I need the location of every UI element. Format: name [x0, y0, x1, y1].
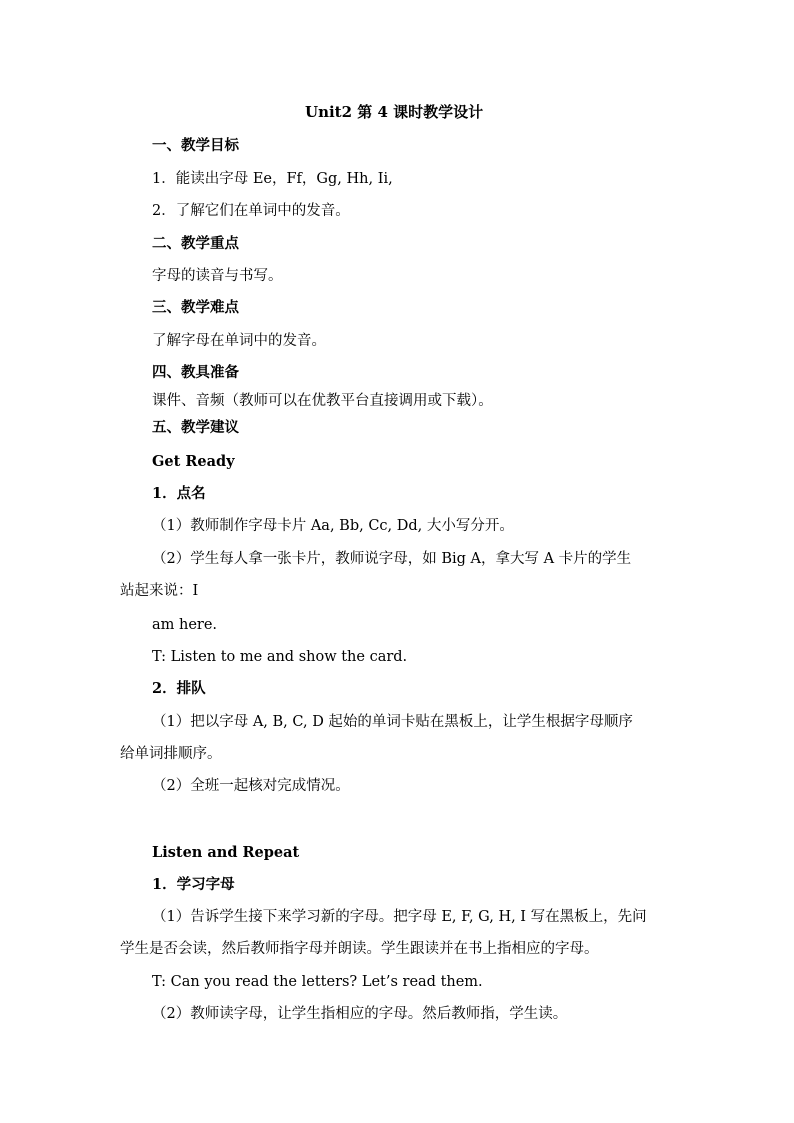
section-heading-key-points: 二、教学重点 [152, 235, 239, 252]
step-heading-roll-call: 1．点名 [152, 485, 206, 502]
paragraph-line-up-1-line-1: （1）把以字母 A, B, C, D 起始的单词卡贴在黑板上，让学生根据字母顺序 [152, 714, 633, 730]
document-title: Unit2 第 4 课时教学设计 [305, 103, 484, 121]
dialog-teacher-listen: T: Listen to me and show the card. [152, 649, 408, 665]
paragraph-roll-call-2-line-3: am here. [152, 617, 218, 633]
subsection-heading-get-ready: Get Ready [152, 453, 235, 470]
paragraph-line-up-1-line-2: 给单词排顺序。 [120, 746, 222, 762]
section-heading-materials: 四、教具准备 [152, 364, 239, 381]
paragraph-roll-call-2-line-2: 站起来说：I [120, 583, 199, 599]
paragraph-line-up-2: （2）全班一起核对完成情况。 [152, 778, 350, 794]
step-heading-line-up: 2．排队 [152, 680, 206, 697]
section-heading-goals: 一、教学目标 [152, 137, 239, 154]
section-heading-difficulties: 三、教学难点 [152, 299, 239, 316]
paragraph-learn-letters-1-line-1: （1）告诉学生接下来学习新的字母。把字母 E, F, G, H, I 写在黑板上，先问 [152, 909, 647, 925]
paragraph-learn-letters-1-line-2: 学生是否会读，然后教师指字母并朗读。学生跟读并在书上指相应的字母。 [120, 941, 599, 957]
difficulties-text: 了解字母在单词中的发音。 [152, 333, 326, 349]
paragraph-learn-letters-2: （2）教师读字母，让学生指相应的字母。然后教师指，学生读。 [152, 1006, 568, 1022]
goal-item-1: 1．能读出字母 Ee，Ff，Gg, Hh, Ii, [152, 171, 393, 187]
materials-text: 课件、音频（教师可以在优教平台直接调用或下载）。 [152, 393, 493, 409]
goal-item-2: 2．了解它们在单词中的发音。 [152, 203, 350, 219]
paragraph-roll-call-1: （1）教师制作字母卡片 Aa, Bb, Cc, Dd, 大小写分开。 [152, 518, 514, 534]
key-points-text: 字母的读音与书写。 [152, 268, 283, 284]
dialog-teacher-read-letters: T: Can you read the letters? Let’s read them. [152, 974, 483, 990]
subsection-heading-listen-repeat: Listen and Repeat [152, 844, 300, 861]
step-heading-learn-letters: 1．学习字母 [152, 876, 235, 893]
paragraph-roll-call-2-line-1: （2）学生每人拿一张卡片，教师说字母，如 Big A，拿大写 A 卡片的学生 [152, 551, 632, 567]
section-heading-suggestions: 五、教学建议 [152, 419, 239, 436]
